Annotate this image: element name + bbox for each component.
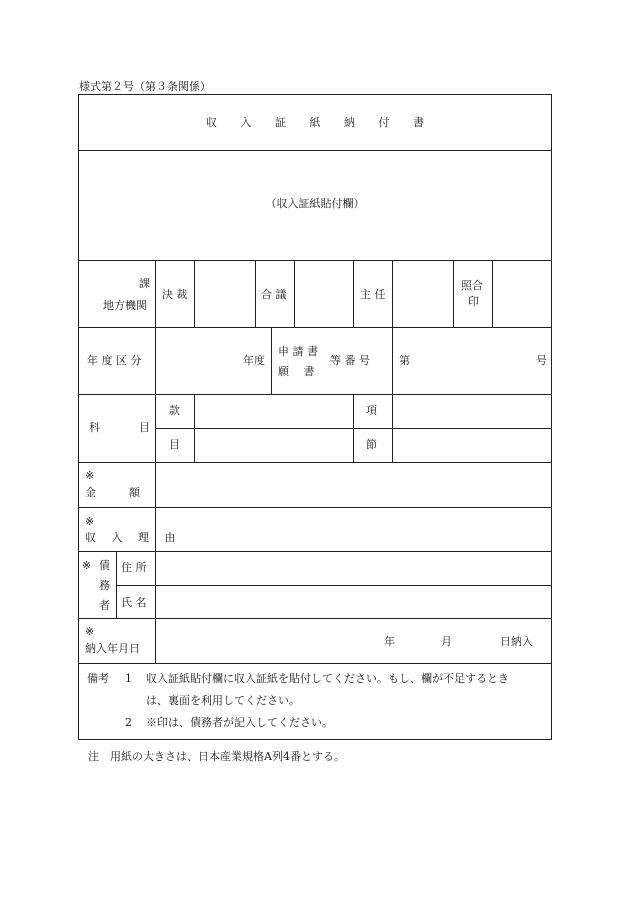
rule <box>79 618 551 619</box>
reason-mark: ※ <box>85 515 95 528</box>
rule <box>194 394 195 462</box>
amount-label: 金 額 <box>85 486 140 499</box>
payment-day-label: 日納入 <box>500 635 533 648</box>
verify-seal-label-2: 印 <box>468 295 479 308</box>
remarks-text-1: 収入証紙貼付欄に収入証紙を貼付してください。もし、欄が不足するとき <box>146 672 509 685</box>
subject-label-ka: 科 <box>89 421 100 434</box>
debtor-label-2: 務 <box>99 579 110 592</box>
rule <box>392 394 393 462</box>
subject-label-moku: 目 <box>139 421 150 434</box>
rule <box>116 551 117 618</box>
rule <box>155 327 156 394</box>
number-suffix: 号 <box>536 354 547 367</box>
rule <box>453 260 454 327</box>
rule <box>294 260 295 327</box>
payment-date-mark: ※ <box>85 625 95 638</box>
paper-size-footnote: 注 用紙の大きさは、日本産業規格A列4番とする。 <box>88 750 345 763</box>
payment-date-label: 納入年月日 <box>85 642 140 655</box>
rule <box>116 585 551 586</box>
rule <box>353 394 354 462</box>
amount-mark: ※ <box>85 469 95 482</box>
rule <box>353 260 354 327</box>
consultation-label: 合 議 <box>261 288 287 301</box>
rule <box>392 327 393 394</box>
rule <box>155 260 156 327</box>
remarks-number-2: 2 <box>125 716 132 729</box>
remarks-number-1: 1 <box>125 672 132 685</box>
application-label: 申 請 書 <box>278 345 318 358</box>
dept-label-ka: 課 <box>139 277 150 290</box>
address-label: 住 所 <box>121 561 147 574</box>
rule <box>79 551 551 552</box>
form-number-label: 様式第２号（第３条関係） <box>79 80 211 93</box>
debtor-label-3: 者 <box>99 599 110 612</box>
setsu-label: 節 <box>366 438 377 451</box>
form-table <box>78 94 552 740</box>
remarks-text-2: ※印は、債務者が記入してください。 <box>146 716 333 729</box>
rule <box>79 462 551 463</box>
kou-label: 項 <box>366 404 377 417</box>
rule <box>255 260 256 327</box>
remarks-text-1-cont: は、裏面を利用してください。 <box>146 694 300 707</box>
rule <box>155 462 156 663</box>
reason-label: 収 入 理 由 <box>85 531 182 544</box>
rule <box>194 260 195 327</box>
rule <box>79 394 551 395</box>
form-title: 収 入 証 紙 納 付 書 <box>206 116 434 129</box>
chief-label: 主 任 <box>360 288 386 301</box>
name-label: 氏 名 <box>121 596 147 609</box>
fiscal-category-label: 年 度 区 分 <box>87 354 142 367</box>
verify-seal-label: 照合 <box>461 279 483 292</box>
rule <box>492 260 493 327</box>
number-label: 等 番 号 <box>330 354 370 367</box>
kan-label: 款 <box>169 404 180 417</box>
rule <box>79 150 551 151</box>
fiscal-year-suffix: 年度 <box>243 354 265 367</box>
moku-label: 目 <box>169 438 180 451</box>
payment-month-label: 月 <box>441 635 452 648</box>
rule <box>79 260 551 261</box>
remarks-label: 備考 <box>87 672 109 685</box>
rule <box>79 507 551 508</box>
rule <box>79 663 551 664</box>
rule <box>392 260 393 327</box>
rule <box>79 327 551 328</box>
dept-label-regional: 地方機関 <box>103 299 147 312</box>
decision-label: 決 裁 <box>162 288 188 301</box>
payment-year-label: 年 <box>384 635 395 648</box>
debtor-label-1: 債 <box>99 559 110 572</box>
petition-label: 願 書 <box>278 365 315 378</box>
rule <box>271 327 272 394</box>
debtor-mark: ※ <box>82 559 92 572</box>
stamp-area-label: （収入証紙貼付欄） <box>265 197 365 210</box>
rule <box>155 394 156 462</box>
number-prefix: 第 <box>399 354 410 367</box>
